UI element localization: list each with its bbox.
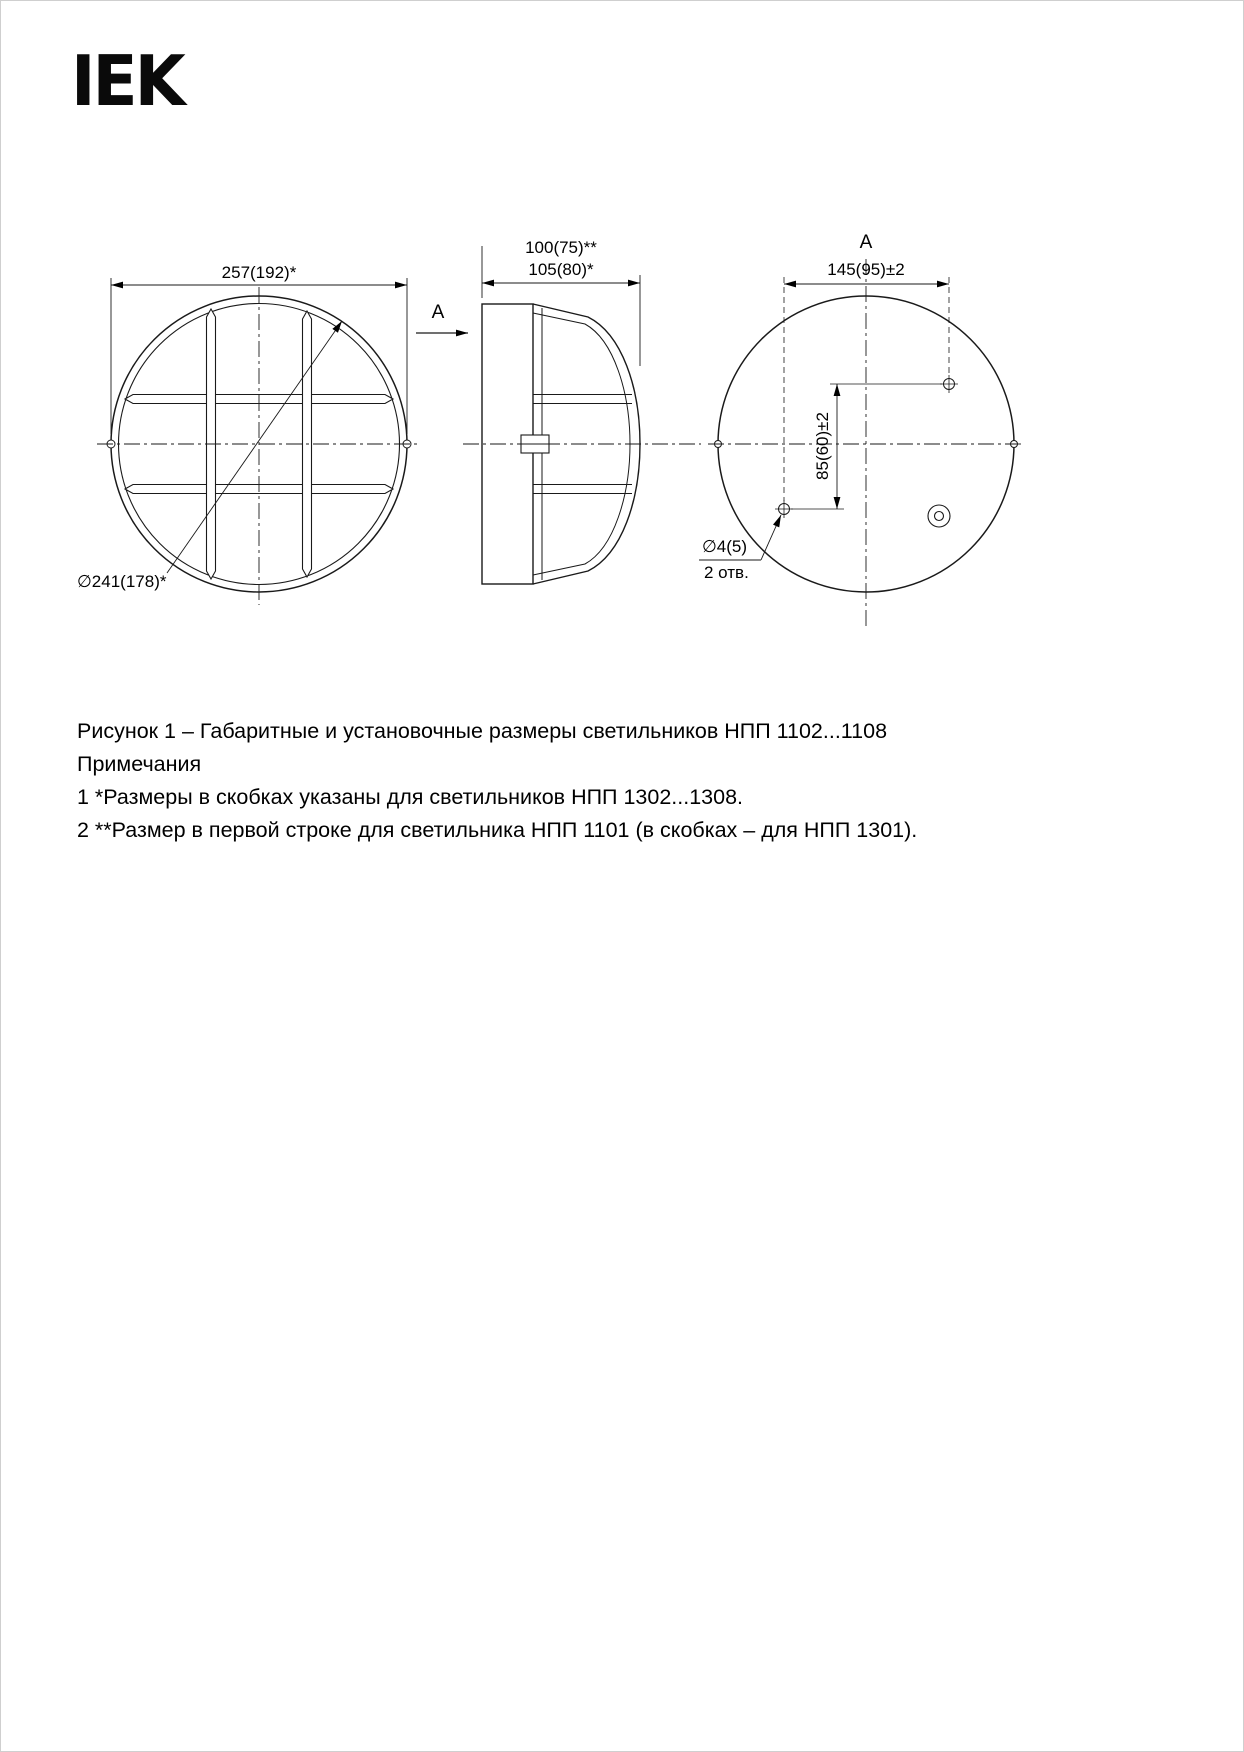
- back-hole-spacing-h-label: 145(95)±2: [827, 260, 905, 279]
- front-width-dim-label: 257(192)*: [221, 263, 297, 282]
- back-view: [699, 232, 1024, 629]
- notes-heading: Примечания: [77, 752, 202, 776]
- side-view: [416, 238, 701, 584]
- diameter-leader-line: [167, 321, 342, 573]
- back-hole-diameter-label: ∅4(5): [702, 537, 748, 556]
- mounting-hole-lower: [775, 500, 793, 518]
- note-1: 1 *Размеры в скобках указаны для светильников НПП 1302...1308.: [77, 785, 744, 809]
- figure-caption: Рисунок 1 – Габаритные и установочные размеры светильников НПП 1102...1108: [77, 719, 888, 743]
- technical-drawing: [1, 1, 1244, 681]
- mounting-hole-upper: [940, 375, 958, 393]
- iek-logo: IEK: [71, 41, 183, 122]
- note-2: 2 **Размер в первой строке для светильника НПП 1101 (в скобках – для НПП 1301).: [77, 818, 918, 842]
- figure-caption-block: [77, 715, 1187, 847]
- hole-callout-leader: [761, 515, 781, 560]
- front-view: [77, 263, 421, 605]
- side-depth-dim-row2: 105(80)*: [528, 260, 594, 279]
- back-hole-count-label: 2 отв.: [704, 563, 749, 582]
- side-view-arrow-label: А: [431, 302, 445, 323]
- front-diameter-label: ∅241(178)*: [77, 572, 167, 591]
- back-view-label: А: [859, 232, 873, 253]
- back-hole-spacing-v-label: 85(60)±2: [813, 412, 832, 480]
- side-depth-dim-row1: 100(75)**: [525, 238, 597, 257]
- cable-entry: [928, 505, 950, 527]
